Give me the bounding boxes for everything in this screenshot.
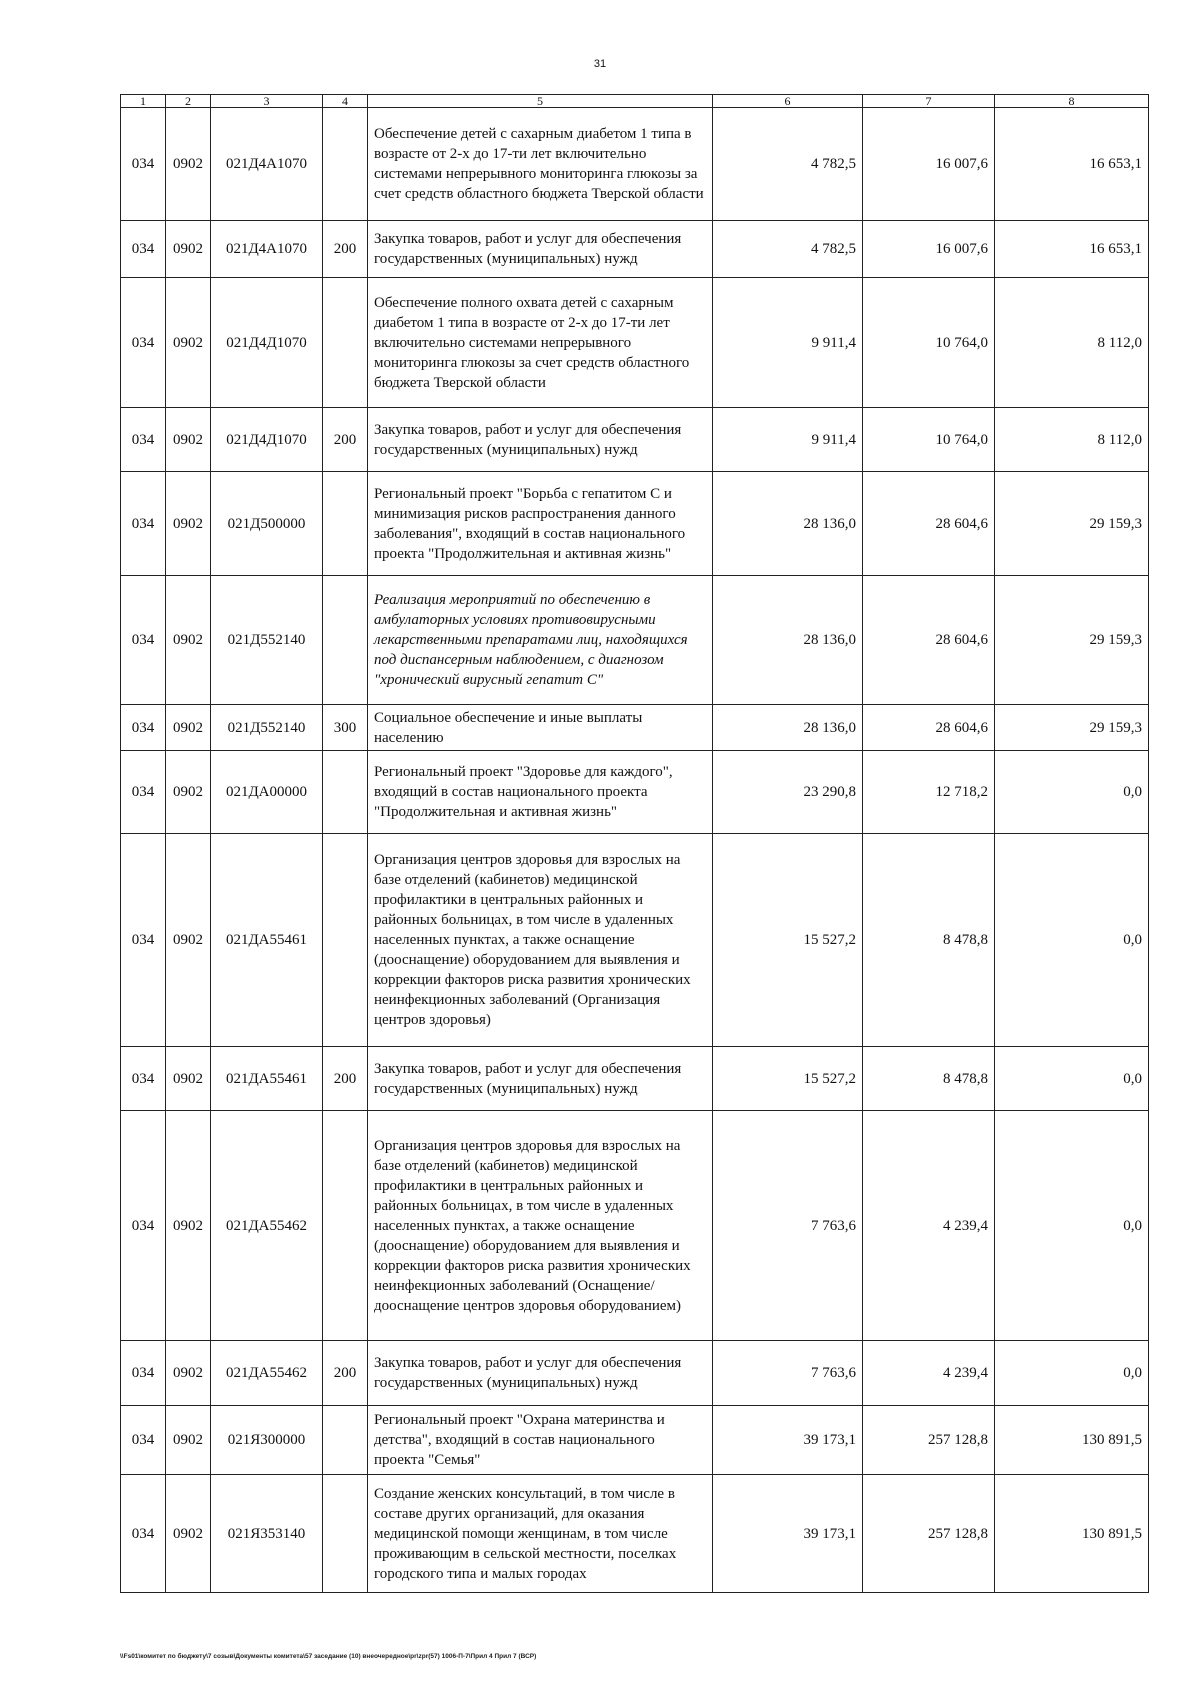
table-row: [121, 108, 1149, 221]
column-header: 7: [863, 95, 995, 108]
amount-col7: 12 718,2: [863, 751, 995, 834]
amount-col8: 0,0: [995, 751, 1149, 834]
expense-type-code: [323, 576, 368, 705]
table-row: [121, 408, 1149, 472]
amount-col7: 8 478,8: [863, 834, 995, 1047]
table-row: [121, 576, 1149, 705]
target-article-code: 021Д552140: [211, 705, 323, 751]
table-row: [121, 751, 1149, 834]
amount-col8: 130 891,5: [995, 1475, 1149, 1593]
ministry-code: 034: [121, 751, 166, 834]
expense-type-code: [323, 472, 368, 576]
section-code: 0902: [166, 1111, 211, 1341]
expense-type-code: 200: [323, 1047, 368, 1111]
amount-col7: 4 239,4: [863, 1111, 995, 1341]
amount-col7: 257 128,8: [863, 1475, 995, 1593]
ministry-code: 034: [121, 1406, 166, 1475]
amount-col7: 28 604,6: [863, 472, 995, 576]
target-article-code: 021Д4А1070: [211, 108, 323, 221]
section-code: 0902: [166, 221, 211, 278]
ministry-code: 034: [121, 1341, 166, 1406]
section-code: 0902: [166, 108, 211, 221]
amount-col6: 28 136,0: [713, 472, 863, 576]
ministry-code: 034: [121, 1111, 166, 1341]
expense-type-code: [323, 108, 368, 221]
table-row: [121, 1341, 1149, 1406]
target-article-code: 021Д4Д1070: [211, 278, 323, 408]
table-row: [121, 278, 1149, 408]
section-code: 0902: [166, 1047, 211, 1111]
amount-col7: 257 128,8: [863, 1406, 995, 1475]
ministry-code: 034: [121, 834, 166, 1047]
table-row: [121, 705, 1149, 751]
section-code: 0902: [166, 278, 211, 408]
target-article-code: 021ДА00000: [211, 751, 323, 834]
description: Организация центров здоровья для взрослых на базе отделений (кабинетов) медицинской профилактики в центральных районных и районных больницах, в том числе в удаленных населенных пунктах, а также оснащение (дооснащение) оборудованием для выявления и коррекции факторов риска развития хронических неинфекционных заболеваний (Оснащение/дооснащение центров здоровья оборудованием): [368, 1111, 713, 1341]
expense-type-code: 200: [323, 408, 368, 472]
description: Региональный проект "Охрана материнства и детства", входящий в состав национального проекта "Семья": [368, 1406, 713, 1475]
section-code: 0902: [166, 576, 211, 705]
target-article-code: 021Д552140: [211, 576, 323, 705]
amount-col6: 15 527,2: [713, 1047, 863, 1111]
amount-col8: 8 112,0: [995, 408, 1149, 472]
section-code: 0902: [166, 834, 211, 1047]
amount-col6: 9 911,4: [713, 278, 863, 408]
table-row: [121, 221, 1149, 278]
target-article-code: 021Я353140: [211, 1475, 323, 1593]
ministry-code: 034: [121, 472, 166, 576]
expense-type-code: [323, 1406, 368, 1475]
expense-type-code: 300: [323, 705, 368, 751]
target-article-code: 021Д4Д1070: [211, 408, 323, 472]
target-article-code: 021ДА55461: [211, 1047, 323, 1111]
expense-type-code: [323, 278, 368, 408]
amount-col6: 4 782,5: [713, 221, 863, 278]
column-header: 6: [713, 95, 863, 108]
column-header: 3: [211, 95, 323, 108]
ministry-code: 034: [121, 278, 166, 408]
description: Закупка товаров, работ и услуг для обеспечения государственных (муниципальных) нужд: [368, 408, 713, 472]
amount-col7: 10 764,0: [863, 278, 995, 408]
amount-col8: 29 159,3: [995, 472, 1149, 576]
target-article-code: 021ДА55462: [211, 1341, 323, 1406]
column-header: 2: [166, 95, 211, 108]
amount-col6: 7 763,6: [713, 1111, 863, 1341]
amount-col7: 28 604,6: [863, 576, 995, 705]
amount-col7: 16 007,6: [863, 221, 995, 278]
amount-col7: 28 604,6: [863, 705, 995, 751]
amount-col8: 130 891,5: [995, 1406, 1149, 1475]
table-row: [121, 1111, 1149, 1341]
table-header-row: [121, 95, 1149, 108]
expense-type-code: [323, 834, 368, 1047]
footer-file-path: \\Fs01\комитет по бюджету\7 созыв\Документы комитета\57 заседание (10) внеочередное\pr\zpr(57) 1006-П-7\Прил 4 Прил 7 (ВСР): [120, 1653, 537, 1660]
description: Организация центров здоровья для взрослых на базе отделений (кабинетов) медицинской профилактики в центральных районных и районных больницах, в том числе в удаленных населенных пунктах, а также оснащение (дооснащение) оборудованием для выявления и коррекции факторов риска развития хронических неинфекционных заболеваний (Организация центров здоровья): [368, 834, 713, 1047]
target-article-code: 021Д500000: [211, 472, 323, 576]
description: Закупка товаров, работ и услуг для обеспечения государственных (муниципальных) нужд: [368, 1047, 713, 1111]
amount-col8: 8 112,0: [995, 278, 1149, 408]
expense-type-code: 200: [323, 221, 368, 278]
description: Создание женских консультаций, в том числе в составе других организаций, для оказания медицинской помощи женщинам, в том числе проживающим в сельской местности, поселках городского типа и малых городах: [368, 1475, 713, 1593]
ministry-code: 034: [121, 705, 166, 751]
amount-col8: 29 159,3: [995, 705, 1149, 751]
expense-type-code: [323, 751, 368, 834]
target-article-code: 021ДА55462: [211, 1111, 323, 1341]
page-number: 31: [593, 58, 607, 70]
expense-type-code: [323, 1475, 368, 1593]
ministry-code: 034: [121, 576, 166, 705]
target-article-code: 021Я300000: [211, 1406, 323, 1475]
table-row: [121, 1047, 1149, 1111]
table-row: [121, 472, 1149, 576]
section-code: 0902: [166, 751, 211, 834]
section-code: 0902: [166, 472, 211, 576]
ministry-code: 034: [121, 1475, 166, 1593]
description: Региональный проект "Здоровье для каждого", входящий в состав национального проекта "Продолжительная и активная жизнь": [368, 751, 713, 834]
amount-col6: 15 527,2: [713, 834, 863, 1047]
amount-col6: 23 290,8: [713, 751, 863, 834]
amount-col8: 0,0: [995, 1341, 1149, 1406]
ministry-code: 034: [121, 108, 166, 221]
section-code: 0902: [166, 1341, 211, 1406]
amount-col8: 0,0: [995, 834, 1149, 1047]
amount-col8: 29 159,3: [995, 576, 1149, 705]
amount-col7: 16 007,6: [863, 108, 995, 221]
section-code: 0902: [166, 705, 211, 751]
amount-col6: 28 136,0: [713, 576, 863, 705]
amount-col8: 16 653,1: [995, 221, 1149, 278]
column-header: 8: [995, 95, 1149, 108]
description: Закупка товаров, работ и услуг для обеспечения государственных (муниципальных) нужд: [368, 1341, 713, 1406]
amount-col7: 4 239,4: [863, 1341, 995, 1406]
section-code: 0902: [166, 1475, 211, 1593]
target-article-code: 021ДА55461: [211, 834, 323, 1047]
budget-table: [120, 94, 1149, 1593]
description: Закупка товаров, работ и услуг для обеспечения государственных (муниципальных) нужд: [368, 221, 713, 278]
expense-type-code: [323, 1111, 368, 1341]
amount-col6: 4 782,5: [713, 108, 863, 221]
section-code: 0902: [166, 408, 211, 472]
amount-col8: 0,0: [995, 1111, 1149, 1341]
column-header: 1: [121, 95, 166, 108]
amount-col6: 39 173,1: [713, 1406, 863, 1475]
amount-col6: 9 911,4: [713, 408, 863, 472]
description: Социальное обеспечение и иные выплаты населению: [368, 705, 713, 751]
table-row: [121, 1475, 1149, 1593]
column-header: 5: [368, 95, 713, 108]
section-code: 0902: [166, 1406, 211, 1475]
ministry-code: 034: [121, 221, 166, 278]
expense-type-code: 200: [323, 1341, 368, 1406]
ministry-code: 034: [121, 408, 166, 472]
description: Обеспечение детей с сахарным диабетом 1 типа в возрасте от 2-х до 17-ти лет включительно системами непрерывного мониторинга глюкозы за счет средств областного бюджета Тверской области: [368, 108, 713, 221]
ministry-code: 034: [121, 1047, 166, 1111]
amount-col7: 8 478,8: [863, 1047, 995, 1111]
amount-col7: 10 764,0: [863, 408, 995, 472]
description: Региональный проект "Борьба с гепатитом С и минимизация рисков распространения данного заболевания", входящий в состав национального проекта "Продолжительная и активная жизнь": [368, 472, 713, 576]
amount-col8: 16 653,1: [995, 108, 1149, 221]
amount-col6: 7 763,6: [713, 1341, 863, 1406]
table-row: [121, 1406, 1149, 1475]
amount-col8: 0,0: [995, 1047, 1149, 1111]
column-header: 4: [323, 95, 368, 108]
target-article-code: 021Д4А1070: [211, 221, 323, 278]
description: Реализация мероприятий по обеспечению в амбулаторных условиях противовирусными лекарственными препаратами лиц, находящихся под диспансерным наблюдением, с диагнозом "хронический вирусный гепатит С": [368, 576, 713, 705]
table-row: [121, 834, 1149, 1047]
amount-col6: 39 173,1: [713, 1475, 863, 1593]
description: Обеспечение полного охвата детей с сахарным диабетом 1 типа в возрасте от 2-х до 17-ти лет включительно системами непрерывного мониторинга глюкозы за счет средств областного бюджета Тверской области: [368, 278, 713, 408]
amount-col6: 28 136,0: [713, 705, 863, 751]
